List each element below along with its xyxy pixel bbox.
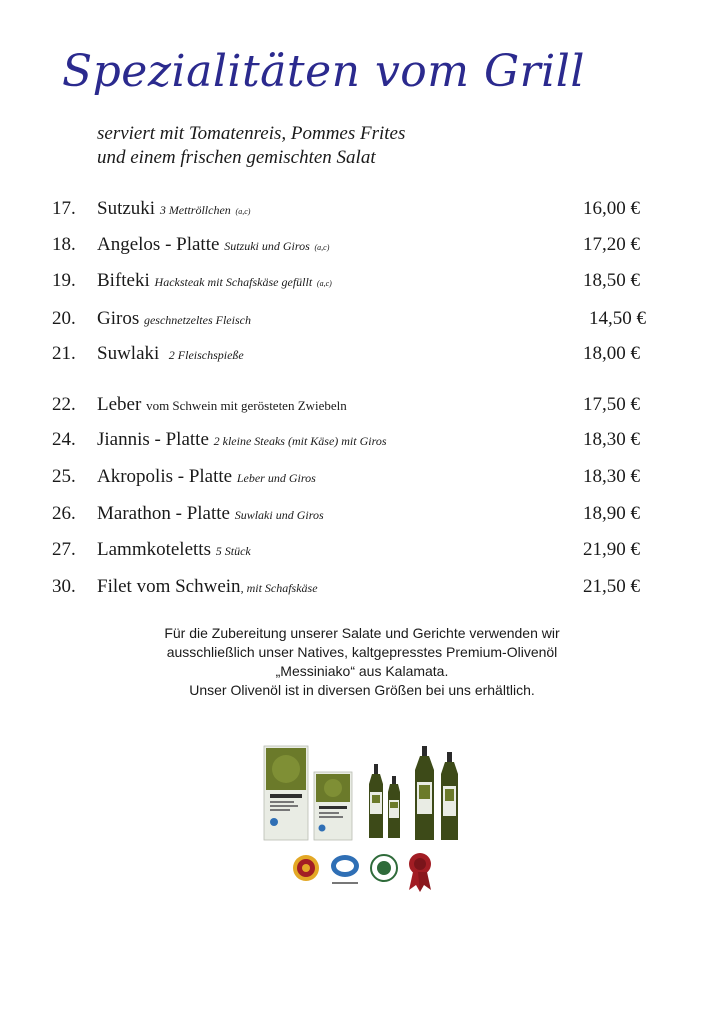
info-line-3: „Messiniako“ aus Kalamata. [275, 663, 449, 679]
item-name: Suwlaki [97, 343, 160, 364]
item-note: , mit Schafskäse [240, 581, 318, 595]
item-note: Suwlaki und Giros [234, 508, 324, 522]
item-name: Jiannis - Platte [97, 429, 209, 450]
menu-item [0, 466, 724, 492]
item-number: 27. [52, 539, 76, 560]
item-price: 17,50 € [583, 394, 640, 415]
menu-item [0, 503, 724, 529]
item-number: 21. [52, 343, 76, 364]
item-note: 5 Stück [215, 544, 251, 558]
item-allergens: (a,c) [235, 207, 251, 216]
small-tin-icon [314, 772, 352, 840]
item-price: 18,30 € [583, 429, 640, 450]
item-price: 21,90 € [583, 539, 640, 560]
menu-item [0, 576, 724, 602]
item-note: geschnetzeltes Fleisch [143, 313, 251, 327]
item-number: 26. [52, 503, 76, 524]
item-name: Marathon - Platte [97, 503, 230, 524]
item-number: 18. [52, 234, 76, 255]
item-note: 2 kleine Steaks (mit Käse) mit Giros [213, 434, 387, 448]
item-name: Akropolis - Platte [97, 466, 233, 487]
subtitle-line-1: serviert mit Tomatenreis, Pommes Frites [97, 123, 406, 144]
item-price: 16,00 € [583, 198, 640, 219]
item-number: 25. [52, 466, 76, 487]
item-note: Leber und Giros [236, 471, 316, 485]
item-name: Leber [97, 394, 142, 415]
menu-item [0, 234, 724, 260]
item-allergens: (a,c) [316, 279, 332, 288]
item-price: 14,50 € [589, 308, 646, 329]
large-bottle-icon [441, 752, 458, 840]
large-bottle-icon [415, 746, 434, 840]
small-bottle-icon [369, 764, 383, 838]
award-rosette-icon [409, 853, 431, 892]
item-price: 18,90 € [583, 503, 640, 524]
menu-item [0, 539, 724, 565]
item-price: 21,50 € [583, 576, 640, 597]
info-line-4: Unser Olivenöl ist in diversen Größen bei uns erhältlich. [189, 682, 535, 698]
item-number: 17. [52, 198, 76, 219]
info-line-1: Für die Zubereitung unserer Salate und Gerichte verwenden wir [164, 625, 560, 641]
item-note: 3 Mettröllchen [159, 203, 231, 217]
item-name: Angelos - Platte [97, 234, 220, 255]
menu-item [0, 394, 724, 420]
item-number: 30. [52, 576, 76, 597]
item-price: 18,30 € [583, 466, 640, 487]
item-name: Sutzuki [97, 198, 156, 219]
item-allergens: (a,c) [314, 243, 330, 252]
item-name: Filet vom Schwein [97, 576, 241, 597]
item-note: 2 Fleischspieße [168, 348, 244, 362]
item-name: Giros [97, 308, 140, 329]
olive-oil-products-image [262, 742, 472, 842]
pdo-seal-icon [293, 855, 319, 881]
item-number: 20. [52, 308, 76, 329]
small-bottle-icon [388, 776, 400, 838]
large-tin-icon [264, 746, 308, 840]
menu-item [0, 198, 724, 224]
quality-seals [292, 848, 442, 894]
item-note: Hacksteak mit Schafskäse gefüllt [154, 275, 313, 289]
page-title: Spezialitäten vom Grill [62, 46, 585, 97]
certification-seal-icon [331, 855, 359, 884]
menu-item [0, 429, 724, 455]
organic-seal-icon [371, 855, 397, 881]
item-note: Sutzuki und Giros [224, 239, 310, 253]
item-number: 19. [52, 270, 76, 291]
item-price: 18,50 € [583, 270, 640, 291]
info-line-2: ausschließlich unser Natives, kaltgepresstes Premium-Olivenöl [166, 644, 558, 660]
menu-item [0, 343, 724, 369]
subtitle-line-2: und einem frischen gemischten Salat [97, 147, 376, 168]
item-name: Bifteki [97, 270, 150, 291]
menu-item [0, 270, 724, 296]
item-number: 22. [52, 394, 76, 415]
item-note: vom Schwein mit gerösteten Zwiebeln [146, 398, 347, 413]
menu-item [0, 308, 724, 334]
item-number: 24. [52, 429, 76, 450]
item-price: 17,20 € [583, 234, 640, 255]
olive-oil-info [0, 624, 724, 700]
item-name: Lammkoteletts [97, 539, 211, 560]
item-price: 18,00 € [583, 343, 640, 364]
